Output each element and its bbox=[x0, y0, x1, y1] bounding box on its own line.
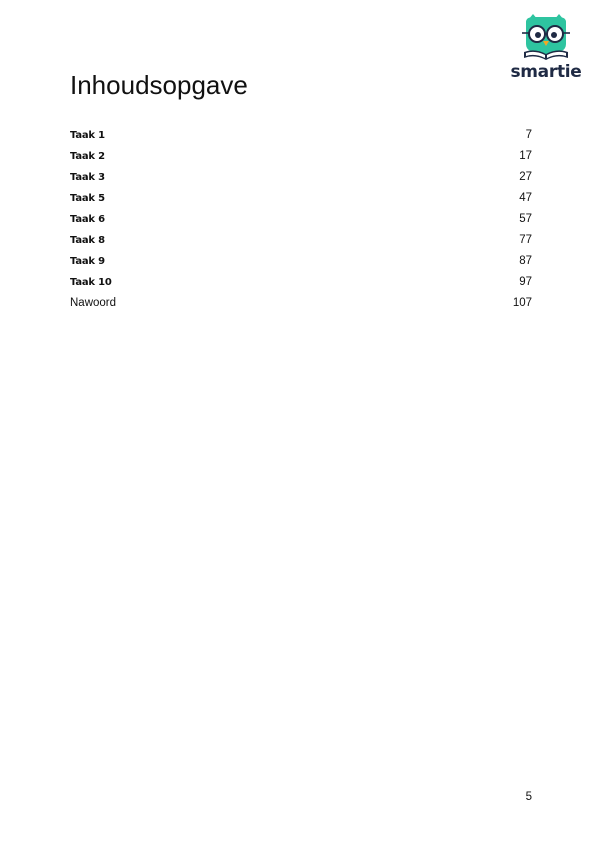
toc-entry bbox=[70, 297, 532, 318]
toc-entry-label: Taak 2 bbox=[70, 151, 105, 162]
toc-entry-label: Nawoord bbox=[70, 297, 117, 309]
toc-entry-page: 97 bbox=[519, 276, 532, 288]
toc-entry-label: Taak 6 bbox=[70, 214, 105, 225]
toc-entry bbox=[70, 255, 532, 276]
table-of-contents bbox=[70, 129, 532, 318]
toc-entry-page: 17 bbox=[519, 150, 532, 162]
toc-entry bbox=[70, 129, 532, 150]
toc-entry-page: 7 bbox=[525, 129, 532, 141]
toc-entry-page: 57 bbox=[519, 213, 532, 225]
toc-entry bbox=[70, 276, 532, 297]
toc-entry bbox=[70, 192, 532, 213]
toc-entry-page: 27 bbox=[519, 171, 532, 183]
toc-entry-label: Taak 3 bbox=[70, 172, 105, 183]
toc-entry-label: Taak 9 bbox=[70, 256, 105, 267]
toc-entry-page: 47 bbox=[519, 192, 532, 204]
toc-entry bbox=[70, 150, 532, 171]
toc-entry-page: 77 bbox=[519, 234, 532, 246]
owl-reading-book-icon bbox=[516, 14, 576, 62]
logo-wordmark: smartie bbox=[510, 62, 582, 82]
toc-entry-label: Taak 1 bbox=[70, 130, 105, 141]
toc-entry bbox=[70, 171, 532, 192]
toc-entry bbox=[70, 213, 532, 234]
page-number: 5 bbox=[525, 791, 532, 803]
toc-entry bbox=[70, 234, 532, 255]
toc-entry-label: Taak 8 bbox=[70, 235, 105, 246]
toc-entry-label: Taak 5 bbox=[70, 193, 105, 204]
toc-entry-label: Taak 10 bbox=[70, 277, 112, 288]
page-title: Inhoudsopgave bbox=[70, 70, 248, 100]
toc-entry-page: 87 bbox=[519, 255, 532, 267]
toc-entry-page: 107 bbox=[512, 297, 532, 309]
smartie-logo bbox=[508, 14, 584, 86]
